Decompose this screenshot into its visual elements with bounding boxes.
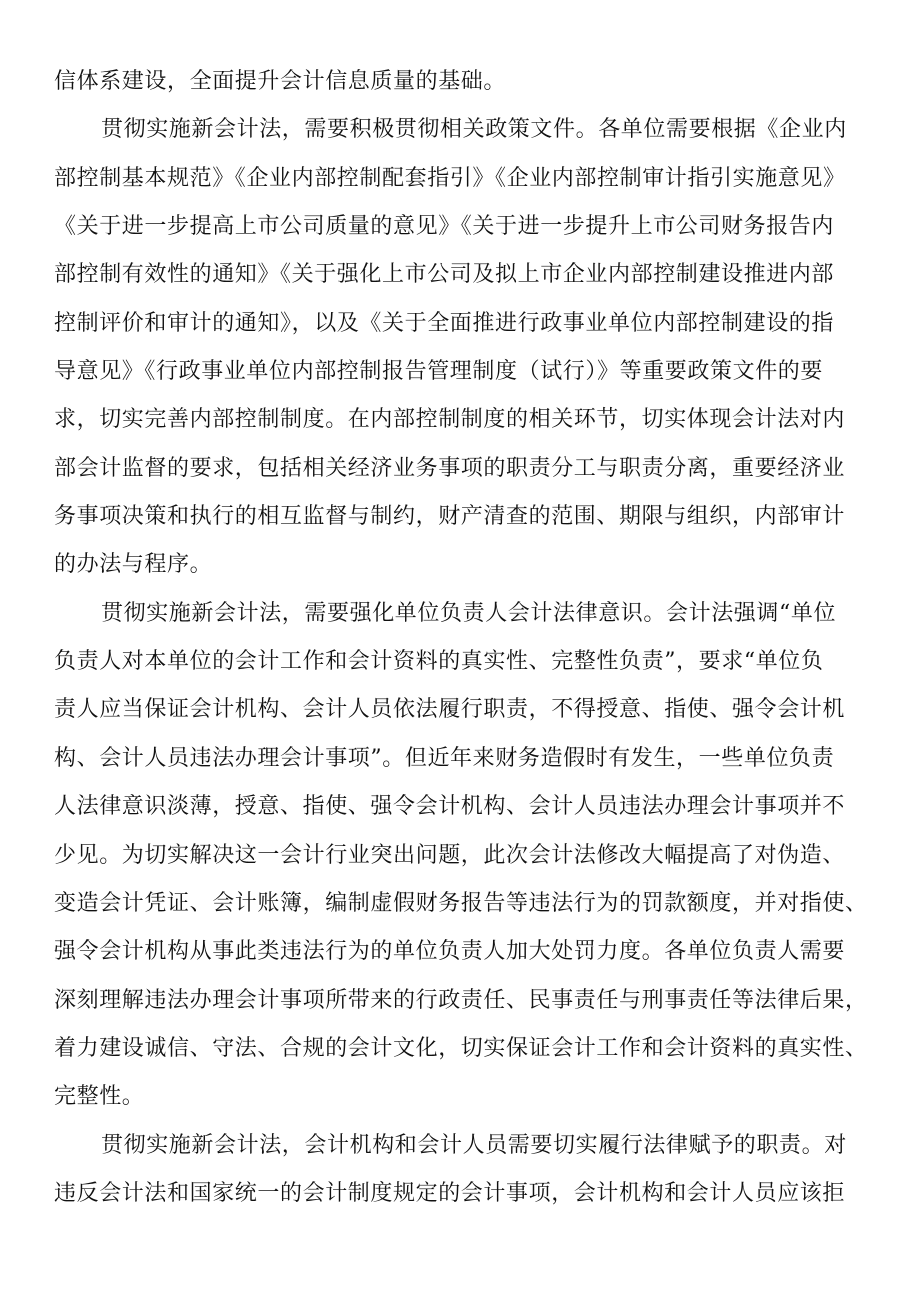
text-line: 变造会计凭证、会计账簿，编制虚假财务报告等违法行为的罚款额度，并对指使、 [54,890,868,916]
text-line: 导意见》《行政事业单位内部控制报告管理制度（试行）》等重要政策文件的要 [54,359,824,385]
text-line: 着力建设诚信、守法、合规的会计文化，切实保证会计工作和会计资料的真实性、 [54,1035,868,1061]
text-line: 深刻理解违法办理会计事项所带来的行政责任、民事责任与刑事责任等法律后果， [54,987,868,1013]
text-line: 求，切实完善内部控制制度。在内部控制制度的相关环节，切实体现会计法对内 [54,407,846,433]
text-line: 构、会计人员违法办理会计事项”。但近年来财务造假时有发生，一些单位负责 [54,745,835,771]
paragraph-first-line: 贯彻实施新会计法，需要积极贯彻相关政策文件。各单位需要根据《企业内 [101,117,847,143]
text-line: 部会计监督的要求，包括相关经济业务事项的职责分工与职责分离，重要经济业 [54,455,846,481]
text-line: 违反会计法和国家统一的会计制度规定的会计事项，会计机构和会计人员应该拒 [54,1180,846,1206]
text-line: 信体系建设，全面提升会计信息质量的基础。 [54,69,507,94]
text-line: 强令会计机构从事此类违法行为的单位负责人加大处罚力度。各单位负责人需要 [54,939,846,965]
text-line: 完整性。 [54,1084,145,1110]
paragraph-first-line: 贯彻实施新会计法，会计机构和会计人员需要切实履行法律赋予的职责。对 [101,1132,847,1158]
text-line: 负责人对本单位的会计工作和会计资料的真实性、完整性负责”，要求“单位负 [54,649,824,675]
text-line: 责人应当保证会计机构、会计人员依法履行职责，不得授意、指使、强令会计机 [54,697,846,723]
text-line: 务事项决策和执行的相互监督与制约，财产清查的范围、期限与组织，内部审计 [54,504,846,530]
text-line: 部控制基本规范》《企业内部控制配套指引》《企业内部控制审计指引实施意见》 [54,165,846,191]
document-body [54,58,880,1218]
text-line: 少见。为切实解决这一会计行业突出问题，此次会计法修改大幅提高了对伪造、 [54,842,846,868]
text-line: 部控制有效性的通知》《关于强化上市公司及拟上市企业内部控制建设推进内部 [54,262,835,288]
text-line: 人法律意识淡薄，授意、指使、强令会计机构、会计人员违法办理会计事项并不 [54,794,846,820]
text-line: 的办法与程序。 [54,552,213,578]
paragraph-first-line: 贯彻实施新会计法，需要强化单位负责人会计法律意识。会计法强调“单位 [101,600,837,626]
text-line: 控制评价和审计的通知》，以及《关于全面推进行政事业单位内部控制建设的指 [54,310,835,336]
text-line: 《关于进一步提高上市公司质量的意见》《关于进一步提升上市公司财务报告内 [54,214,835,240]
